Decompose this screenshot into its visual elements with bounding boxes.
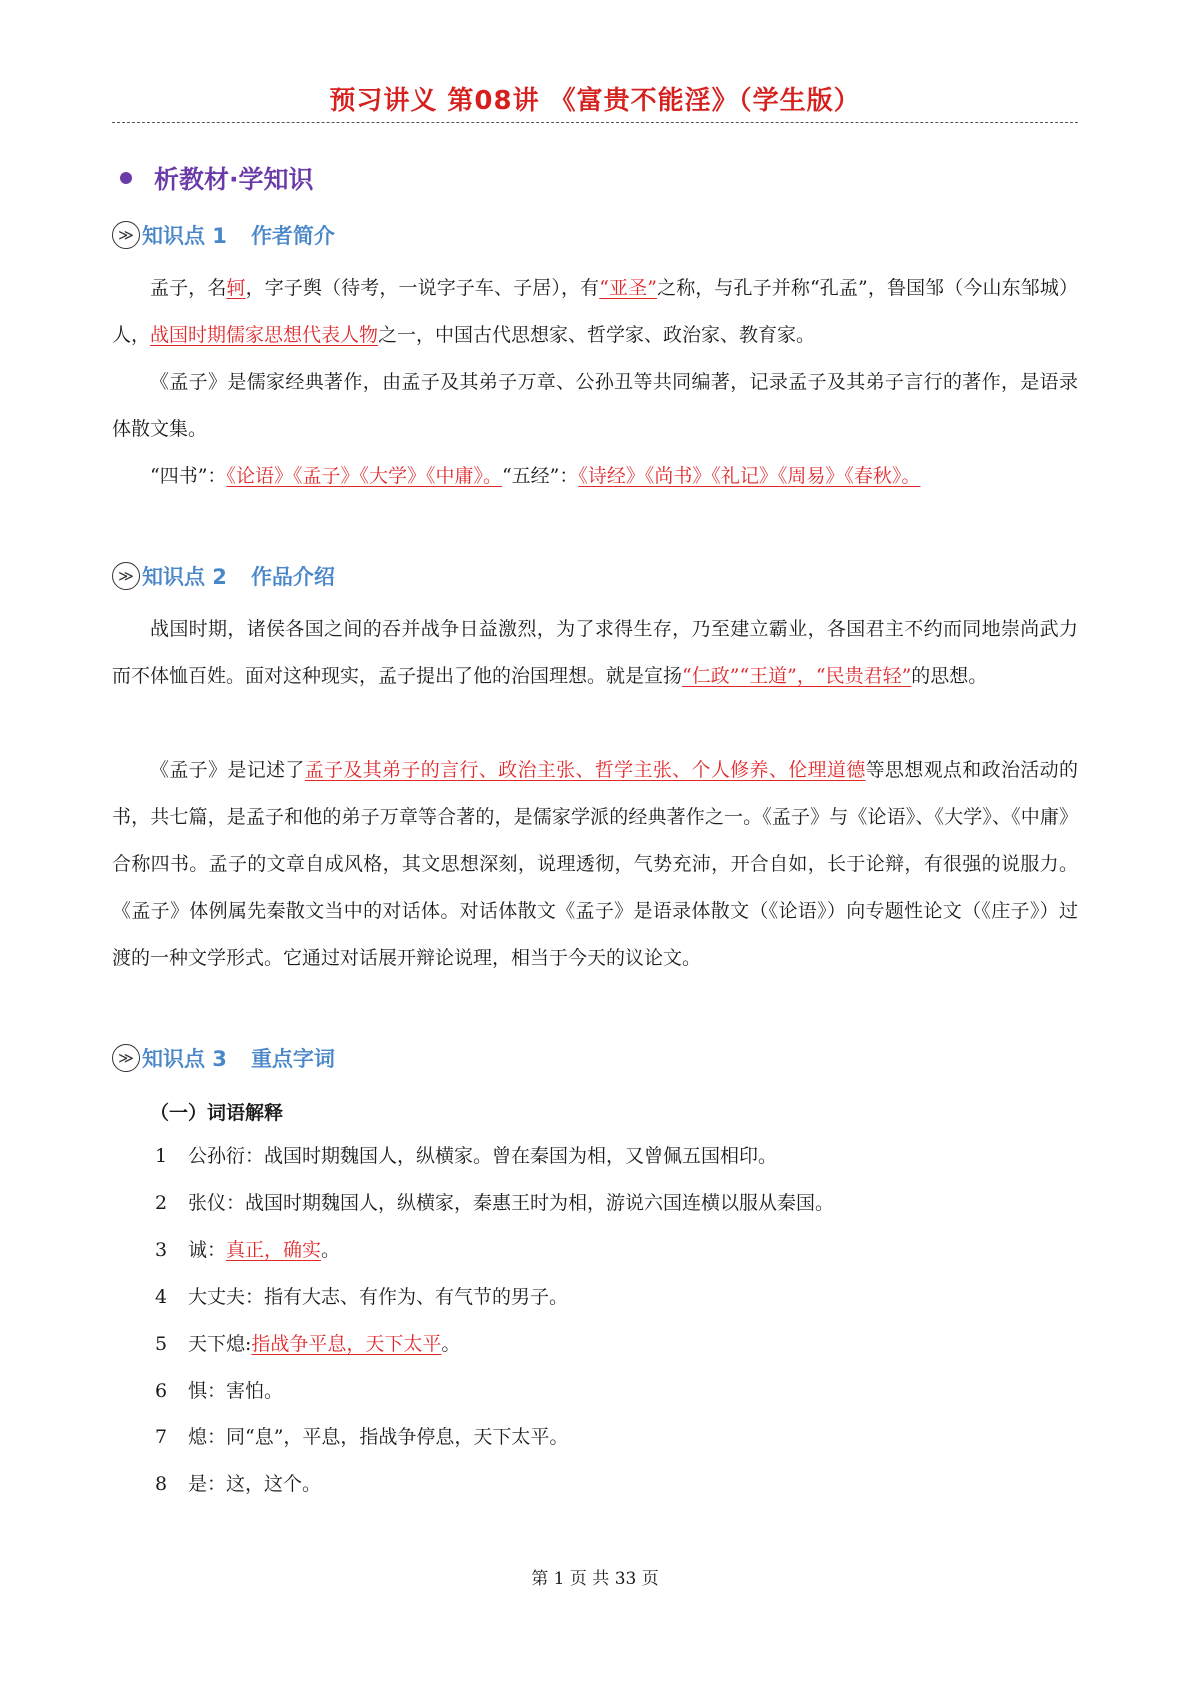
- section-heading: [118, 160, 314, 196]
- vocab-item: 7 熄：同“息”，平息，指战争停息，天下太平。: [155, 1426, 569, 1448]
- author-paragraph-2: 《孟子》是儒家经典著作，由孟子及其弟子万章、公孙丑等共同编著，记录孟子及其弟子言行的著作，是语录体散文集。: [112, 371, 1078, 440]
- vocab-item: 2 张仪：战国时期魏国人，纵横家，秦惠王时为相，游说六国连横以服从秦国。: [155, 1192, 835, 1214]
- kp-label: 知识点 1: [142, 224, 227, 248]
- knowledge-point-3-heading: [112, 1043, 335, 1073]
- bullet-dot-icon: [120, 172, 132, 184]
- kp-name: 作品介绍: [250, 565, 335, 589]
- page-title: 预习讲义 第08讲 《富贵不能淫》（学生版）: [329, 86, 861, 116]
- page-footer: 第 1 页 共 33 页: [531, 1569, 659, 1589]
- kp-label: 知识点 3: [142, 1047, 227, 1071]
- knowledge-point-1-heading: [112, 220, 335, 250]
- vocab-subheading: （一）词语解释: [150, 1102, 284, 1124]
- vocab-item: 4 大丈夫：指有大志、有作为、有气节的男子。: [155, 1286, 569, 1308]
- author-paragraph-3: “四书”：《论语》《孟子》《大学》《中庸》。“五经”：《诗经》《尚书》《礼记》《周易》《春秋》。: [150, 465, 921, 487]
- arrow-circle-icon: ≫: [112, 221, 140, 249]
- work-paragraph-2: 《孟子》是记述了孟子及其弟子的言行、政治主张、哲学主张、个人修养、伦理道德等思想观点和政治活动的书，共七篇，是孟子和他的弟子万章等合著的，是儒家学派的经典著作之一。《孟子》与《论语》、《大学》、《中庸》合称四书。孟子的文章自成风格，其文思想深刻，说理透彻，气势充沛，开合自如，长于论辩，有很强的说服力。《孟子》体例属先秦散文当中的对话体。对话体散文《孟子》是语录体散文（《论语》）向专题性论文（《庄子》）过渡的一种文学形式。它通过对话展开辩论说理，相当于今天的议论文。: [112, 759, 1078, 969]
- kp-label: 知识点 2: [142, 565, 227, 589]
- knowledge-point-2-heading: [112, 561, 335, 591]
- highlight-text: 《论语》《孟子》《大学》《中庸》。: [226, 465, 502, 487]
- work-paragraph-1: 战国时期，诸侯各国之间的吞并战争日益激烈，为了求得生存，乃至建立霸业，各国君主不约而同地崇尚武力而不体恤百姓。面对这种现实，孟子提出了他的治国理想。就是宣扬“仁政”“王道”，“民贵君轻”的思想。: [112, 618, 1078, 687]
- highlight-text: 《诗经》《尚书》《礼记》《周易》《春秋》。: [578, 465, 921, 487]
- highlight-text: 真正，确实: [226, 1239, 322, 1261]
- kp-name: 重点字词: [250, 1047, 335, 1071]
- arrow-circle-icon: ≫: [112, 562, 140, 590]
- vocab-item: 8 是：这，这个。: [155, 1473, 322, 1495]
- highlight-text: 指战争平息，天下太平: [251, 1333, 442, 1355]
- vocab-item: 3 诚：真正，确实。: [155, 1239, 341, 1261]
- vocab-item: 5 天下熄:指战争平息，天下太平。: [155, 1333, 461, 1355]
- section-heading-text: 析教材·学知识: [154, 165, 314, 194]
- arrow-circle-icon: ≫: [112, 1044, 140, 1072]
- highlight-text: 战国时期儒家思想代表人物: [150, 324, 379, 346]
- vocab-item: 1 公孙衍：战国时期魏国人，纵横家。曾在秦国为相，又曾佩五国相印。: [155, 1145, 778, 1167]
- title-divider: [112, 122, 1078, 123]
- vocab-item: 6 惧：害怕。: [155, 1380, 284, 1402]
- highlight-text: 轲: [226, 277, 246, 299]
- highlight-text: “亚圣”: [599, 277, 657, 299]
- highlight-text: “仁政”“王道”，“民贵君轻”: [682, 665, 912, 687]
- author-paragraph-1: 孟子，名轲，字子舆（待考，一说字子车、子居），有“亚圣”之称，与孔子并称“孔孟”，鲁国邹（今山东邹城）人，战国时期儒家思想代表人物之一，中国古代思想家、哲学家、政治家、教育家。: [112, 277, 1078, 346]
- kp-name: 作者简介: [250, 224, 335, 248]
- highlight-text: 孟子及其弟子的言行、政治主张、哲学主张、个人修养、伦理道德: [304, 759, 866, 781]
